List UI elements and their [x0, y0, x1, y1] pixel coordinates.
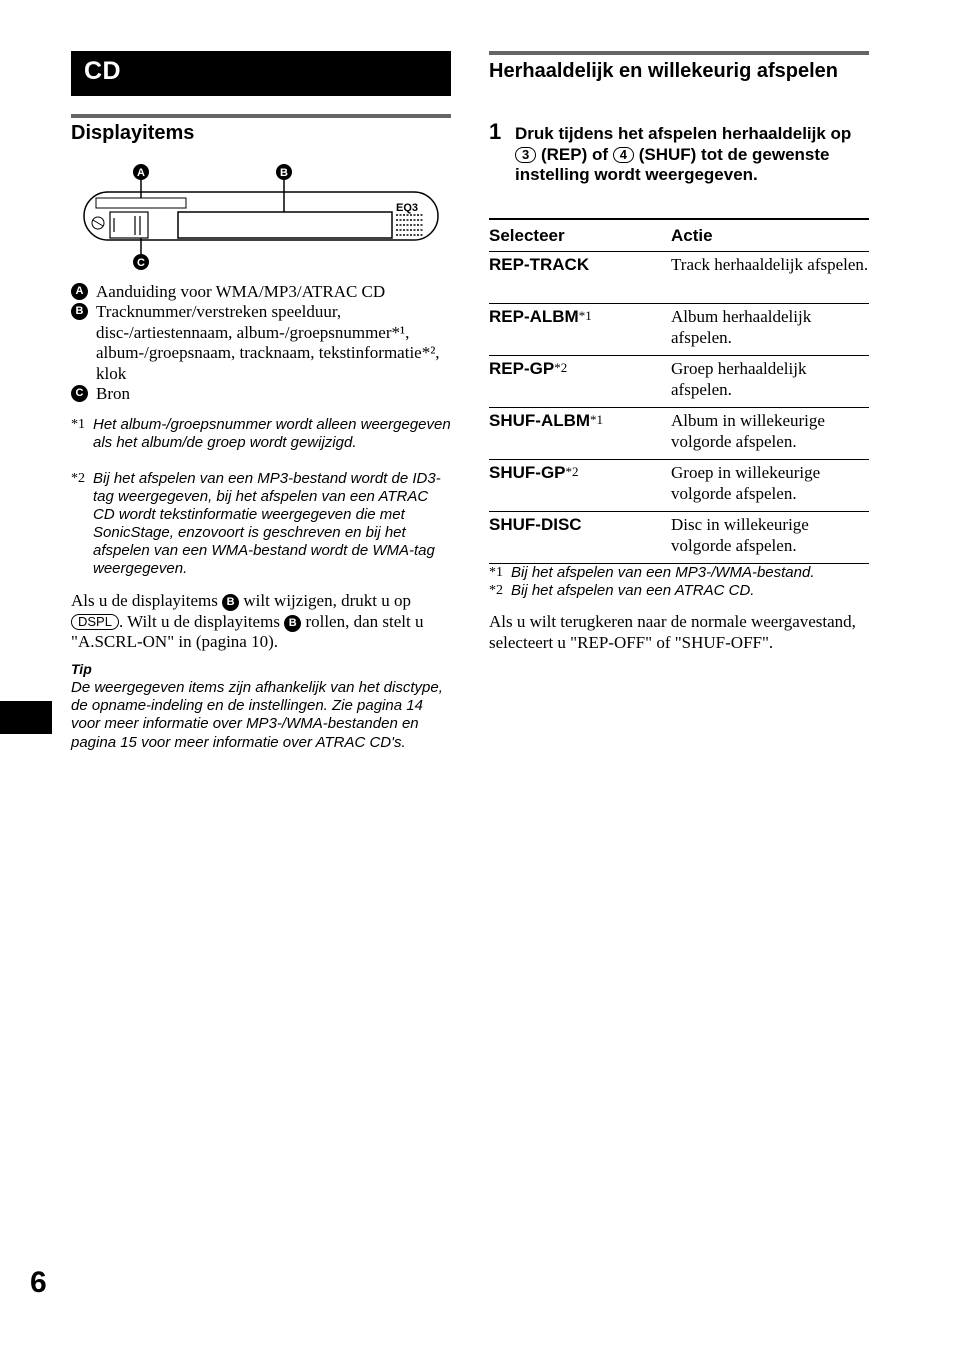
step-text: (REP) of [540, 144, 609, 164]
label-b-badge: B [284, 615, 301, 632]
mode-name: SHUF-ALBM$^{*1}$ [489, 408, 671, 460]
column-header-selecteer: Selecteer [489, 219, 671, 252]
step-instruction [515, 124, 869, 186]
table-header-row [489, 219, 869, 252]
key-3: 3 [515, 147, 536, 163]
mode-name: REP-GP$^{*2}$ [489, 356, 671, 408]
section-tab-marker [0, 701, 52, 734]
table-row [489, 460, 869, 512]
closing-paragraph: Als u wilt terugkeren naar de normale weergavestand, selecteert u "REP-OFF" of "SHUF-OFF". [489, 612, 856, 652]
callout-b [276, 164, 292, 180]
display-diagram [80, 160, 442, 272]
mode-action: Track herhaaldelijk afspelen. [671, 252, 869, 304]
footnote-mark: *1 [71, 417, 85, 432]
footnote [489, 582, 869, 600]
mode-name: SHUF-DISC [489, 512, 671, 564]
footnote-text: Bij het afspelen van een MP3-bestand wordt de ID3-tag weergegeven, bij het afspelen van een ATRAC CD wordt tekstinformatie weergegeven die met SonicStage, enzovoort is geschreven en bij het afspelen van een WMA-bestand wordt de WMA-tag weergegeven. [93, 470, 441, 577]
footnote [489, 564, 869, 582]
mode-action: Disc in willekeurige volgorde afspelen. [671, 512, 869, 564]
mode-name: SHUF-GP$^{*2}$ [489, 460, 671, 512]
footnote [71, 470, 451, 578]
footnote-mark: *2 [71, 471, 85, 486]
repeat-shuffle-heading: Herhaaldelijk en willekeurig afspelen [489, 60, 839, 82]
column-header-actie: Actie [671, 219, 869, 252]
para-text: . Wilt u de displayitems [118, 611, 280, 631]
list-item [71, 384, 451, 405]
mode-table [489, 218, 869, 564]
dspl-key: DSPL [71, 614, 119, 630]
label-c-badge: C [71, 385, 88, 402]
step-text: (SHUF) tot de gewenste instelling wordt weergegeven. [515, 144, 830, 184]
para-text: wilt wijzigen, drukt u op [243, 591, 411, 610]
mode-action: Groep herhaaldelijk afspelen. [671, 356, 869, 408]
display-change-paragraph [71, 591, 451, 653]
table-row [489, 408, 869, 460]
eq-indicator [396, 202, 418, 214]
mode-action: Groep in willekeurige volgorde afspelen. [671, 460, 869, 512]
svg-text:C: C [137, 257, 145, 269]
svg-text:EQ3: EQ3 [396, 202, 419, 214]
para-text: rollen, dan stelt u "A.SCRL-ON" in (pagina 10). [71, 611, 424, 651]
tip-text: De weergegeven items zijn afhankelijk van het disctype, de opname-indeling en de instellingen. Zie pagina 14 voor meer informatie over MP3-/WMA-bestanden en pagina 15 voor meer informatie over ATRAC CD's. [71, 679, 443, 751]
table-row [489, 252, 869, 304]
svg-text:B: B [280, 167, 288, 179]
footnote-mark: *1 [489, 565, 503, 580]
mode-name: REP-TRACK [489, 252, 671, 304]
section-banner: CD [71, 51, 451, 96]
footnote-text: Bij het afspelen van een MP3-/WMA-bestand. [511, 564, 815, 581]
label-a-badge: A [71, 283, 88, 300]
section-rule [71, 114, 451, 118]
mode-action: Album herhaaldelijk afspelen. [671, 304, 869, 356]
table-row [489, 356, 869, 408]
list-item [71, 282, 451, 303]
mode-name: REP-ALBM$^{*1}$ [489, 304, 671, 356]
svg-text:A: A [137, 167, 145, 179]
item-text: Bron [96, 384, 130, 403]
para-text: Als u de displayitems [71, 591, 218, 610]
label-b-badge: B [71, 303, 88, 320]
callout-a [133, 164, 149, 180]
callout-c [133, 254, 149, 270]
footnote-text: Bij het afspelen van een ATRAC CD. [511, 582, 755, 599]
item-text: Tracknummer/verstreken speelduur, disc-/artiestennaam, album-/groepsnummer*¹, album-/groepsnaam, tracknaam, tekstinformatie*², klok [96, 302, 440, 383]
step-text: Druk tijdens het afspelen herhaaldelijk op [515, 124, 852, 143]
step-number: 1 [489, 119, 502, 144]
list-item [71, 302, 451, 384]
tip-title: Tip [71, 661, 92, 677]
footnote [71, 416, 451, 452]
table-row [489, 512, 869, 564]
item-text: Aanduiding voor WMA/MP3/ATRAC CD [96, 282, 386, 301]
page-number: 6 [30, 1266, 47, 1299]
displayitems-heading: Displayitems [71, 122, 195, 144]
table-row [489, 304, 869, 356]
label-b-badge: B [222, 594, 239, 611]
footnote-text: Het album-/groepsnummer wordt alleen weergegeven als het album/de groep wordt gewijzigd. [93, 416, 451, 451]
section-rule [489, 51, 869, 55]
mode-action: Album in willekeurige volgorde afspelen. [671, 408, 869, 460]
footnote-mark: *2 [489, 583, 503, 598]
key-4: 4 [613, 147, 634, 163]
